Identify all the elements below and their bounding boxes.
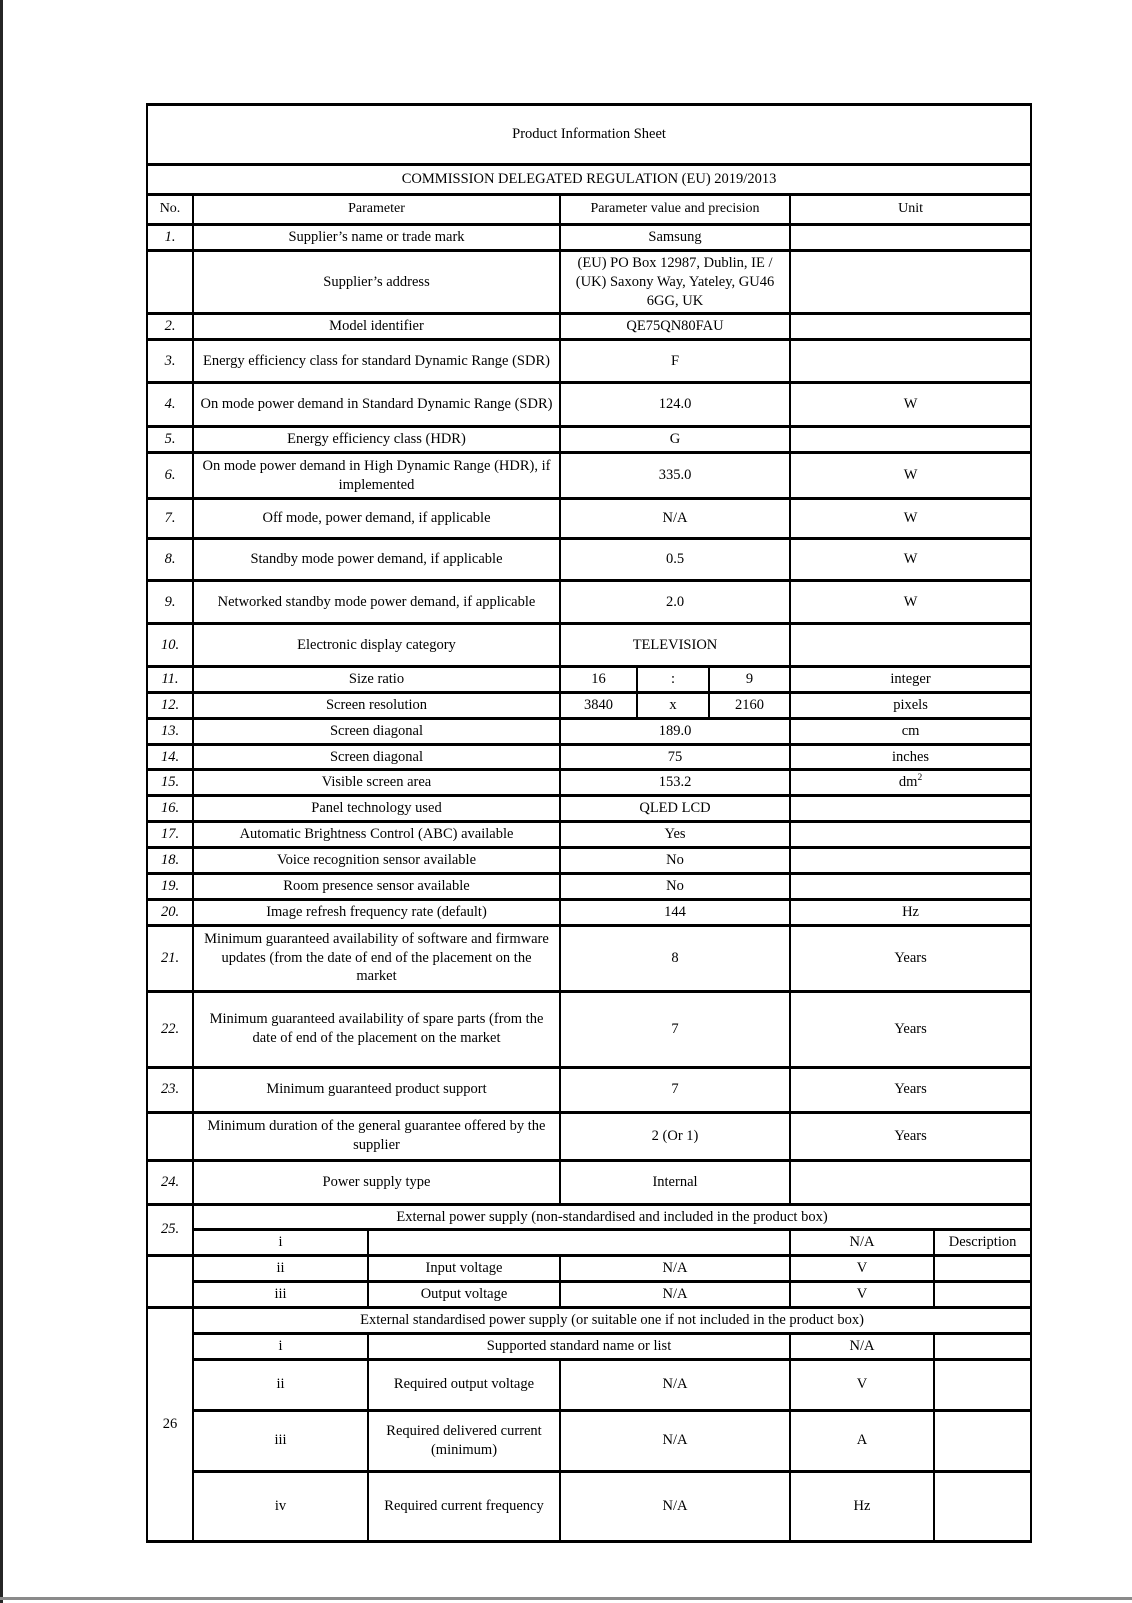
address-value: (EU) PO Box 12987, Dublin, IE / (UK) Saxony Way, Yateley, GU46 6GG, UK <box>560 250 790 314</box>
table-row <box>147 225 1031 251</box>
s25-ii-value: N/A <box>560 1256 790 1282</box>
column-header-row <box>147 195 1031 225</box>
r18-unit <box>790 847 1031 873</box>
r3-value: F <box>560 340 790 383</box>
address-no <box>147 250 193 314</box>
r16-no: 16. <box>147 796 193 822</box>
r15-unit <box>790 770 1031 796</box>
table-row <box>147 925 1031 991</box>
r21-no: 21. <box>147 925 193 991</box>
r10-unit <box>790 624 1031 667</box>
s26-no: 26 <box>147 1307 193 1541</box>
r9-no: 9. <box>147 581 193 624</box>
r10-no: 10. <box>147 624 193 667</box>
table-row <box>147 692 1031 718</box>
r5-no: 5. <box>147 427 193 453</box>
r7-value: N/A <box>560 499 790 539</box>
r22-parameter: Minimum guaranteed availability of spare parts (from the date of end of the placement on the market <box>193 991 560 1067</box>
table-row <box>147 581 1031 624</box>
r14-no: 14. <box>147 744 193 770</box>
r22-value: 7 <box>560 991 790 1067</box>
s25-section-title: External power supply (non-standardised and included in the product box) <box>193 1204 1031 1230</box>
r3-unit <box>790 340 1031 383</box>
table-row <box>147 340 1031 383</box>
table-row <box>147 1333 1031 1359</box>
table-row <box>147 770 1031 796</box>
r13-unit: cm <box>790 718 1031 744</box>
r11-no: 11. <box>147 667 193 693</box>
s26-iii-value: N/A <box>560 1410 790 1471</box>
r1-unit <box>790 225 1031 251</box>
r8-parameter: Standby mode power demand, if applicable <box>193 539 560 581</box>
r6-no: 6. <box>147 453 193 499</box>
product-information-table <box>146 103 1032 1543</box>
r5-value: G <box>560 427 790 453</box>
table-row <box>147 873 1031 899</box>
s26-iv-unit: Hz <box>790 1471 934 1541</box>
section-26-header-row <box>147 1307 1031 1333</box>
s25-iii-parameter: Output voltage <box>368 1282 560 1308</box>
r16-unit <box>790 796 1031 822</box>
r20-unit: Hz <box>790 899 1031 925</box>
r13-parameter: Screen diagonal <box>193 718 560 744</box>
s25-i-label: i <box>193 1230 368 1256</box>
r5-unit <box>790 427 1031 453</box>
s26-i-label: i <box>193 1333 368 1359</box>
r14-value: 75 <box>560 744 790 770</box>
table-row <box>147 383 1031 427</box>
r20-no: 20. <box>147 899 193 925</box>
r10-value: TELEVISION <box>560 624 790 667</box>
s26-ii-description <box>934 1359 1031 1410</box>
r12-unit: pixels <box>790 692 1031 718</box>
guarantee-unit: Years <box>790 1112 1031 1160</box>
regulation-subtitle: COMMISSION DELEGATED REGULATION (EU) 2019/2013 <box>147 165 1031 195</box>
header-no: No. <box>147 195 193 225</box>
table-row <box>147 667 1031 693</box>
s26-ii-value: N/A <box>560 1359 790 1410</box>
r9-parameter: Networked standby mode power demand, if applicable <box>193 581 560 624</box>
r4-unit: W <box>790 383 1031 427</box>
s26-ii-parameter: Required output voltage <box>368 1359 560 1410</box>
r9-value: 2.0 <box>560 581 790 624</box>
r1-parameter: Supplier’s name or trade mark <box>193 225 560 251</box>
guarantee-parameter: Minimum duration of the general guarantee offered by the supplier <box>193 1112 560 1160</box>
s26-i-parameter: Supported standard name or list <box>368 1333 790 1359</box>
table-row <box>147 1112 1031 1160</box>
s25-i-parameter <box>368 1230 790 1256</box>
r24-unit <box>790 1160 1031 1204</box>
guarantee-no <box>147 1112 193 1160</box>
r22-no: 22. <box>147 991 193 1067</box>
r2-no: 2. <box>147 314 193 340</box>
r4-parameter: On mode power demand in Standard Dynamic Range (SDR) <box>193 383 560 427</box>
r7-no: 7. <box>147 499 193 539</box>
section-25-header-row <box>147 1204 1031 1230</box>
page-left-border <box>0 0 3 1603</box>
address-parameter: Supplier’s address <box>193 250 560 314</box>
s26-iii-unit: A <box>790 1410 934 1471</box>
s26-iv-value: N/A <box>560 1471 790 1541</box>
header-unit: Unit <box>790 195 1031 225</box>
header-value: Parameter value and precision <box>560 195 790 225</box>
r23-parameter: Minimum guaranteed product support <box>193 1067 560 1112</box>
table-row <box>147 1282 1031 1308</box>
r15-unit-text: dm <box>898 774 918 791</box>
regulation-row <box>147 165 1031 195</box>
table-row <box>147 1160 1031 1204</box>
s26-section-title: External standardised power supply (or suitable one if not included in the product box) <box>193 1307 1031 1333</box>
r18-value: No <box>560 847 790 873</box>
r19-parameter: Room presence sensor available <box>193 873 560 899</box>
r24-no: 24. <box>147 1160 193 1204</box>
r15-no: 15. <box>147 770 193 796</box>
r23-unit: Years <box>790 1067 1031 1112</box>
table-row <box>147 624 1031 667</box>
r4-value: 124.0 <box>560 383 790 427</box>
r5-parameter: Energy efficiency class (HDR) <box>193 427 560 453</box>
r8-value: 0.5 <box>560 539 790 581</box>
table-row <box>147 1067 1031 1112</box>
r8-no: 8. <box>147 539 193 581</box>
r24-parameter: Power supply type <box>193 1160 560 1204</box>
s25-ii-description <box>934 1256 1031 1282</box>
r2-unit <box>790 314 1031 340</box>
r21-unit: Years <box>790 925 1031 991</box>
guarantee-value: 2 (Or 1) <box>560 1112 790 1160</box>
r4-no: 4. <box>147 383 193 427</box>
r11-value-width: 16 <box>560 667 637 693</box>
table-row <box>147 822 1031 848</box>
s26-iv-label: iv <box>193 1471 368 1541</box>
s26-i-unit: N/A <box>790 1333 934 1359</box>
r20-parameter: Image refresh frequency rate (default) <box>193 899 560 925</box>
s26-ii-unit: V <box>790 1359 934 1410</box>
s25-ii-unit: V <box>790 1256 934 1282</box>
table-row <box>147 453 1031 499</box>
r13-no: 13. <box>147 718 193 744</box>
r9-unit: W <box>790 581 1031 624</box>
table-row <box>147 1230 1031 1256</box>
r3-parameter: Energy efficiency class for standard Dynamic Range (SDR) <box>193 340 560 383</box>
r10-parameter: Electronic display category <box>193 624 560 667</box>
r14-unit: inches <box>790 744 1031 770</box>
r18-parameter: Voice recognition sensor available <box>193 847 560 873</box>
s25-iii-value: N/A <box>560 1282 790 1308</box>
r12-no: 12. <box>147 692 193 718</box>
title-row <box>147 105 1031 165</box>
r12-parameter: Screen resolution <box>193 692 560 718</box>
r11-parameter: Size ratio <box>193 667 560 693</box>
r6-value: 335.0 <box>560 453 790 499</box>
r21-parameter: Minimum guaranteed availability of software and firmware updates (from the date of end of the placement on the market <box>193 925 560 991</box>
s25-no: 25. <box>147 1204 193 1256</box>
table-row <box>147 991 1031 1067</box>
s25-iii-unit: V <box>790 1282 934 1308</box>
table-row <box>147 1256 1031 1282</box>
table-row <box>147 1471 1031 1541</box>
r3-no: 3. <box>147 340 193 383</box>
r14-parameter: Screen diagonal <box>193 744 560 770</box>
r17-no: 17. <box>147 822 193 848</box>
r12-value-height: 2160 <box>709 692 790 718</box>
table-row <box>147 1359 1031 1410</box>
s25-sub-no <box>147 1256 193 1308</box>
r7-parameter: Off mode, power demand, if applicable <box>193 499 560 539</box>
s25-i-unit: N/A <box>790 1230 934 1256</box>
r1-no: 1. <box>147 225 193 251</box>
r11-value-separator: : <box>637 667 709 693</box>
r23-no: 23. <box>147 1067 193 1112</box>
r22-unit: Years <box>790 991 1031 1067</box>
table-row <box>147 1410 1031 1471</box>
r15-value: 153.2 <box>560 770 790 796</box>
r19-no: 19. <box>147 873 193 899</box>
table-row <box>147 847 1031 873</box>
r2-parameter: Model identifier <box>193 314 560 340</box>
table-row <box>147 250 1031 314</box>
r7-unit: W <box>790 499 1031 539</box>
s26-iv-parameter: Required current frequency <box>368 1471 560 1541</box>
address-unit <box>790 250 1031 314</box>
s26-iii-description <box>934 1410 1031 1471</box>
table-row <box>147 499 1031 539</box>
r6-unit: W <box>790 453 1031 499</box>
r20-value: 144 <box>560 899 790 925</box>
s26-i-description <box>934 1333 1031 1359</box>
s25-ii-label: ii <box>193 1256 368 1282</box>
r16-parameter: Panel technology used <box>193 796 560 822</box>
table-row <box>147 718 1031 744</box>
r18-no: 18. <box>147 847 193 873</box>
r17-unit <box>790 822 1031 848</box>
s25-ii-parameter: Input voltage <box>368 1256 560 1282</box>
table-row <box>147 899 1031 925</box>
r23-value: 7 <box>560 1067 790 1112</box>
s26-ii-label: ii <box>193 1359 368 1410</box>
s25-i-description: Description <box>934 1230 1031 1256</box>
table-row <box>147 314 1031 340</box>
r24-value: Internal <box>560 1160 790 1204</box>
r2-value: QE75QN80FAU <box>560 314 790 340</box>
s26-iii-parameter: Required delivered current (minimum) <box>368 1410 560 1471</box>
r15-unit-superscript: 2 <box>917 773 923 784</box>
r1-value: Samsung <box>560 225 790 251</box>
r16-value: QLED LCD <box>560 796 790 822</box>
table-row <box>147 744 1031 770</box>
s25-iii-label: iii <box>193 1282 368 1308</box>
r17-value: Yes <box>560 822 790 848</box>
r6-parameter: On mode power demand in High Dynamic Range (HDR), if implemented <box>193 453 560 499</box>
r13-value: 189.0 <box>560 718 790 744</box>
document-title: Product Information Sheet <box>147 105 1031 165</box>
r11-unit: integer <box>790 667 1031 693</box>
page-bottom-border <box>0 1597 1132 1600</box>
table-row <box>147 796 1031 822</box>
r12-value-separator: x <box>637 692 709 718</box>
r19-unit <box>790 873 1031 899</box>
s26-iv-description <box>934 1471 1031 1541</box>
table-row <box>147 539 1031 581</box>
r12-value-width: 3840 <box>560 692 637 718</box>
r8-unit: W <box>790 539 1031 581</box>
s26-iii-label: iii <box>193 1410 368 1471</box>
s25-iii-description <box>934 1282 1031 1308</box>
r19-value: No <box>560 873 790 899</box>
r21-value: 8 <box>560 925 790 991</box>
header-parameter: Parameter <box>193 195 560 225</box>
r15-parameter: Visible screen area <box>193 770 560 796</box>
r11-value-height: 9 <box>709 667 790 693</box>
r17-parameter: Automatic Brightness Control (ABC) available <box>193 822 560 848</box>
table-row <box>147 427 1031 453</box>
